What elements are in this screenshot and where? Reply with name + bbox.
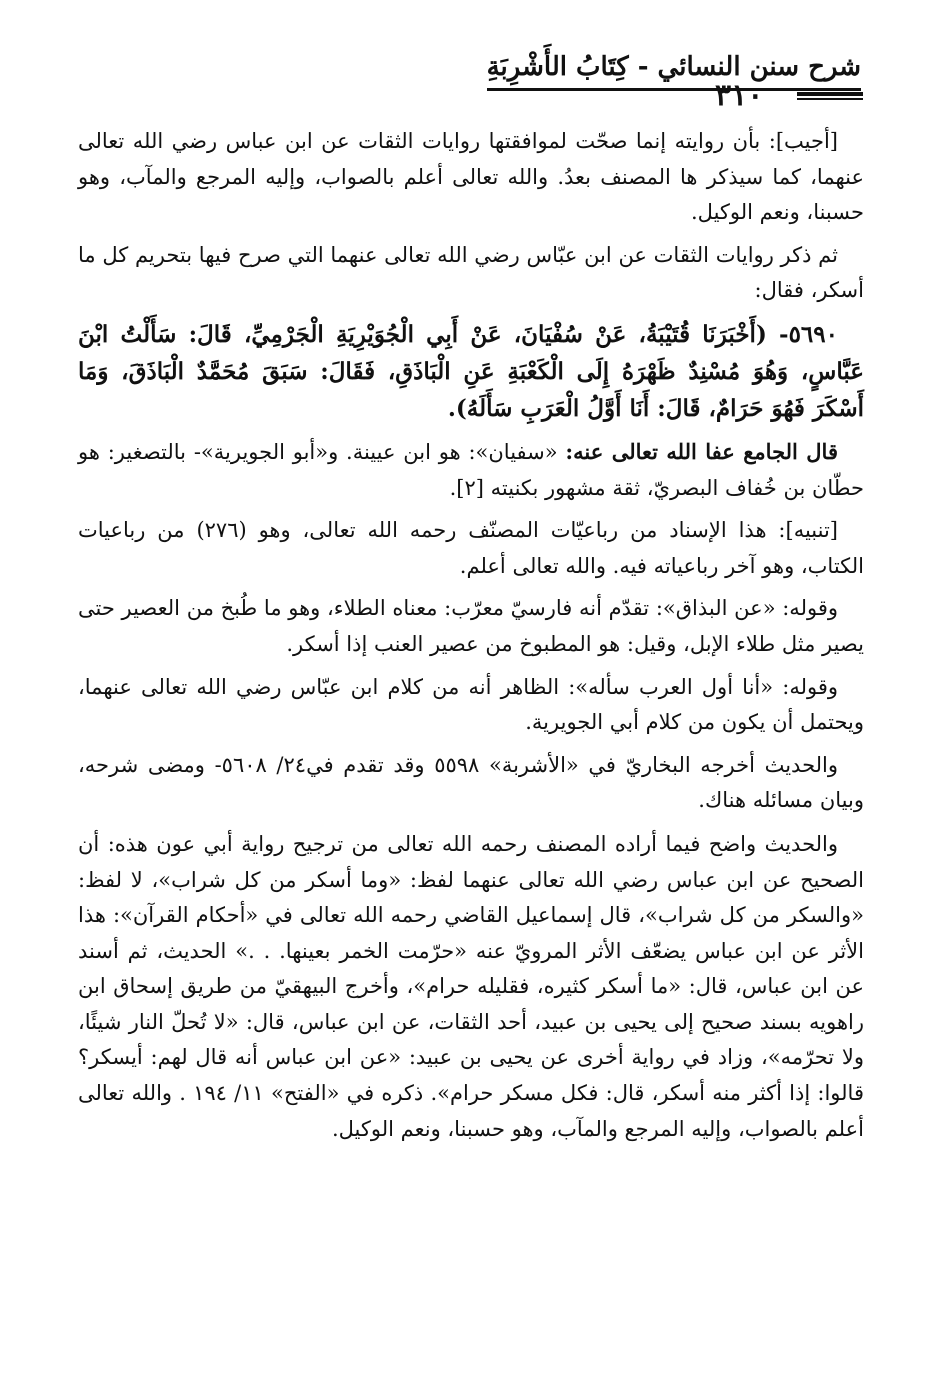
paragraph-text: ثم ذكر روايات الثقات عن ابن عبّاس رضي الله تعالى عنهما التي صرح فيها بتحريم كل ما أسكر، فقال: xyxy=(78,242,864,303)
header-rule-thin xyxy=(797,98,863,100)
paragraph-text: [أجيب]: بأن روايته إنما صحّت لموافقتها روايات الثقات عن ابن عباس رضي الله تعالى عنهما، كما سيذكر ها المصنف بعدُ. والله تعالى أعلم بالصواب، وإليه المرجع والمآب، وهو حسبنا، ونعم الوكيل. xyxy=(78,129,865,225)
paragraph-badhaq xyxy=(78,591,864,662)
paragraph-tanbih xyxy=(78,513,864,584)
paragraph-answer xyxy=(78,124,864,231)
running-title: شرح سنن النسائي - كِتَابُ الأَشْرِبَةِ xyxy=(487,52,861,91)
paragraph-takhrij xyxy=(78,748,864,819)
main-text xyxy=(78,124,864,1154)
paragraph-text: والحديث واضح فيما أراده المصنف رحمه الله تعالى من ترجيح رواية أبي عون هذه: أن الصحيح عن ابن عباس رضي الله تعالى عنهما لفظ: «وما أسكر من كل شراب»، لا لفظ: «والسكر من كل شراب»، قال إسماعيل القاضي رحمه الله تعالى في «أحكام القرآن»: هذا الأثر عن ابن عباس يضعّف الأثر المرويّ عنه «حرّمت الخمر بعينها. . .» الحديث، ثم أسند عن ابن عباس، قال: «ما أسكر كثيره، فقليله حرام»، وأخرج البيهقيّ من طريق إسحاق ابن راهويه بسند صحيح إلى يحيى بن عبيد، أحد الثقات، عن ابن عباس، قال: «لا تُحلّ النار شيئًا، ولا تحرّمه»، وزاد في رواية أخرى عن يحيى بن عبيد: «عن ابن عباس أنه قال لهم: أيسكر؟ قالوا: إذا أكثر منه أسكر، قال: فكل مسكر حرام». ذكره في «الفتح» ١١/ ١٩٤ . والله تعالى أعلم بالصواب، وإليه المرجع والمآب، وهو حسبنا، ونعم الوكيل. xyxy=(78,831,864,1141)
paragraph-text: [تنبيه]: هذا الإسناد من رباعيّات المصنّف رحمه الله تعالى، وهو (٢٧٦) من رباعيات الكتاب، وهو آخر رباعياته فيه. والله تعالى أعلم. xyxy=(78,518,864,578)
paragraph-text: «سفيان»: هو ابن عيينة. و«أبو الجويرية»- بالتصغير: هو حطّان بن خُفاف البصريّ، ثقة مشهور بكنيته [٢]. xyxy=(78,439,864,500)
page-number: ٣١٠ xyxy=(715,78,764,113)
paragraph-conclusion xyxy=(78,827,864,1147)
paragraph-compiler-note xyxy=(78,434,864,506)
paragraph-text: والحديث أخرجه البخاريّ في «الأشربة» ٥٥٩٨ وقد تقدم في٢٤/ ٥٦٠٨- ومضى شرحه، وبيان مسائله هناك. xyxy=(78,752,864,813)
header-rule xyxy=(797,92,863,96)
paragraph-text: وقوله: «أنا أول العرب سأله»: الظاهر أنه من كلام ابن عبّاس رضي الله تعالى عنهما، ويحتمل أن يكون من كلام أبي الجويرية. xyxy=(78,674,864,735)
hadith-text xyxy=(78,316,864,427)
paragraph-text: ٥٦٩٠- (أَخْبَرَنَا قُتَيْبَةُ، عَنْ سُفْيَانَ، عَنْ أَبِي الْجُوَيْرِيَةِ الْجَرْمِيِّ، قَالَ: سَأَلْتُ ابْنَ عَبَّاسٍ، وَهُوَ مُسْنِدٌ ظَهْرَهُ إِلَى الْكَعْبَةِ عَنِ الْبَاذَقِ، فَقَالَ: سَبَقَ مُحَمَّدٌ الْبَاذَقَ، وَمَا أَسْكَرَ فَهُوَ حَرَامٌ، قَالَ: أَنَا أَوَّلُ الْعَرَبِ سَأَلَهُ). xyxy=(78,320,864,422)
paragraph-first-arab xyxy=(78,670,864,741)
paragraph-text: وقوله: «عن البذاق»: تقدّم أنه فارسيّ معرّب: معناه الطلاء، وهو ما طُبخ من العصير حتى يصير مثل طلاء الإبل، وقيل: هو المطبوخ من عصير العنب إذا أسكر. xyxy=(78,596,864,656)
paragraph-lead: قال الجامع عفا الله تعالى عنه: xyxy=(565,438,838,464)
paragraph-transition xyxy=(78,238,864,309)
